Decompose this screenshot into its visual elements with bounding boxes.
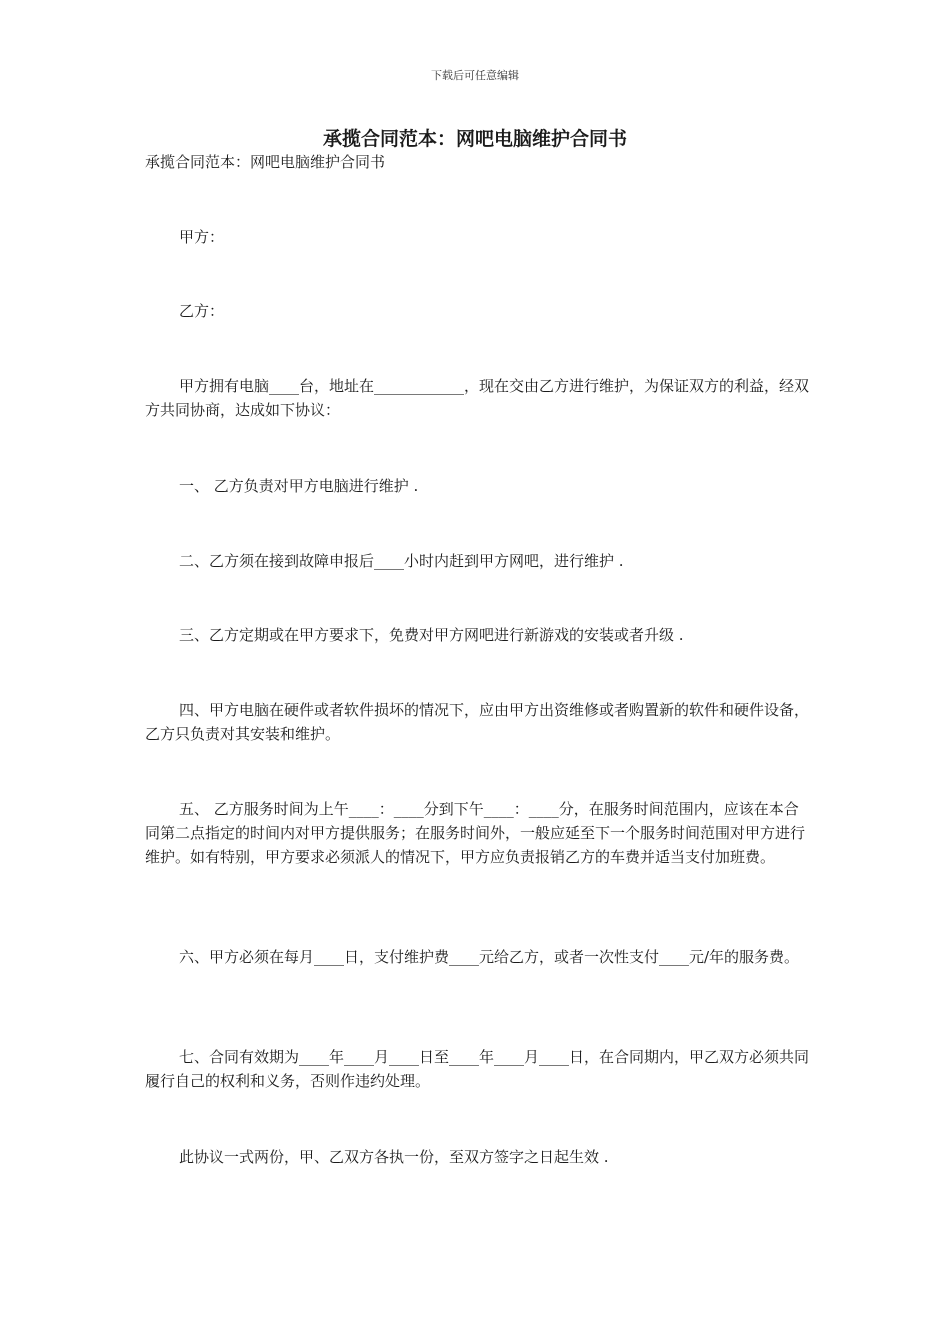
closing-statement: 此协议一式两份，甲、乙双方各执一份，至双方签字之日起生效 . <box>179 1148 609 1166</box>
clause-3: 三、乙方定期或在甲方要求下，免费对甲方网吧进行新游戏的安装或者升级 . <box>179 626 684 644</box>
clause-2: 二、乙方须在接到故障申报后____小时内赶到甲方网吧，进行维护 . <box>179 552 624 570</box>
party-b-label: 乙方： <box>179 302 225 320</box>
clause-6: 六、甲方必须在每月____日，支付维护费____元给乙方，或者一次性支付____元/年的服务费。 <box>179 948 800 966</box>
document-subtitle: 承揽合同范本：网吧电脑维护合同书 <box>145 153 386 171</box>
clause-5: 五、 乙方服务时间为上午____：____分到下午____：____分，在服务时间范围内，应该在本合同第二点指定的时间内对甲方提供服务；在服务时间外，一般应延至下一个服务时间范围对甲方进行维护。如有特别，甲方要求必须派人的情况下，甲方应负责报销乙方的车费并适当支付加班费。 <box>145 800 806 866</box>
document-title: 承揽合同范本：网吧电脑维护合同书 <box>322 128 627 150</box>
intro-paragraph: 甲方拥有电脑____台，地址在____________，现在交由乙方进行维护，为保证双方的利益，经双方共同协商，达成如下协议： <box>145 377 810 419</box>
clause-1: 一、 乙方负责对甲方电脑进行维护 . <box>179 477 419 495</box>
party-a-label: 甲方： <box>179 228 225 246</box>
clause-4: 四、甲方电脑在硬件或者软件损坏的情况下，应由甲方出资维修或者购置新的软件和硬件设备，乙方只负责对其安装和维护。 <box>145 701 810 743</box>
clause-7: 七、合同有效期为____年____月____日至____年____月____日，在合同期内，甲乙双方必须共同履行自己的权利和义务，否则作违约处理。 <box>145 1048 810 1090</box>
header-note: 下载后可任意编辑 <box>431 69 519 82</box>
